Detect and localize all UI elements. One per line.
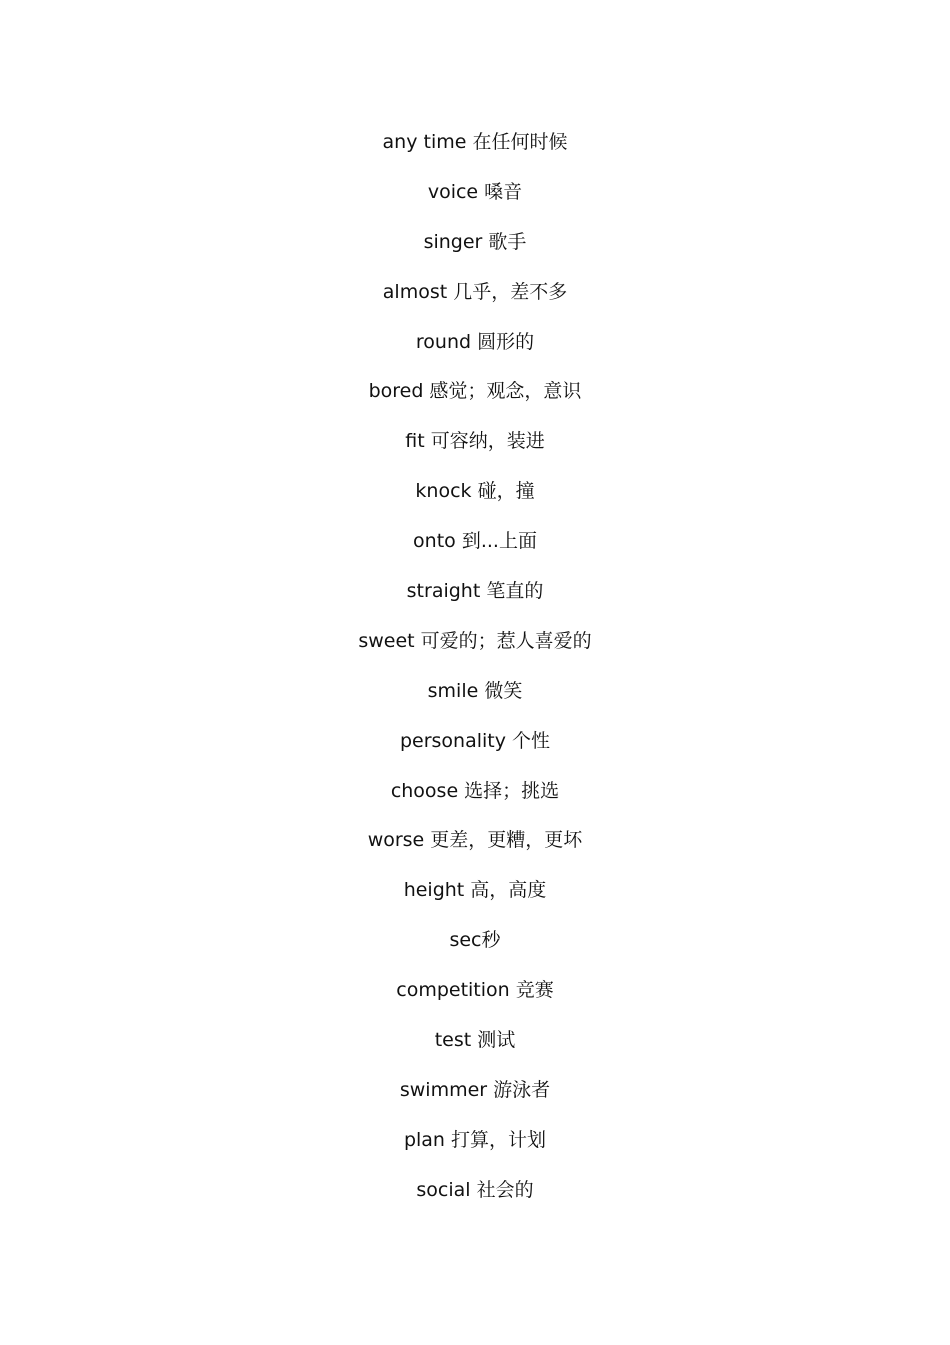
vocabulary-entry: any time 在任何时候 xyxy=(382,131,568,153)
vocabulary-entry: knock 碰，撞 xyxy=(415,480,535,503)
vocabulary-entry: swimmer 游泳者 xyxy=(399,1078,551,1101)
vocabulary-list xyxy=(0,118,950,1216)
vocabulary-entry: sec秒 xyxy=(449,929,501,952)
vocabulary-entry: straight 笔直的 xyxy=(406,580,544,603)
vocabulary-entry: test 测试 xyxy=(434,1029,516,1052)
vocabulary-entry: plan 打算，计划 xyxy=(403,1128,547,1151)
vocabulary-entry: height 高，高度 xyxy=(403,879,547,902)
vocabulary-entry: singer 歌手 xyxy=(423,230,527,253)
vocabulary-entry: voice 嗓音 xyxy=(427,180,523,203)
vocabulary-entry: personality 个性 xyxy=(399,729,551,752)
vocabulary-entry: competition 竞赛 xyxy=(396,979,554,1002)
vocabulary-entry: smile 微笑 xyxy=(427,679,523,702)
vocabulary-entry: almost 几乎，差不多 xyxy=(382,280,568,303)
vocabulary-entry: sweet 可爱的；惹人喜爱的 xyxy=(358,629,592,652)
vocabulary-entry: worse 更差，更糟，更坏 xyxy=(367,829,583,852)
vocabulary-entry: bored 感觉；观念，意识 xyxy=(368,380,582,403)
vocabulary-entry: onto 到...上面 xyxy=(413,530,537,553)
vocabulary-entry: social 社会的 xyxy=(416,1178,534,1201)
vocabulary-entry: round 圆形的 xyxy=(415,330,535,353)
vocabulary-entry: choose 选择；挑选 xyxy=(390,779,560,802)
vocabulary-entry: fit 可容纳，装进 xyxy=(405,430,545,453)
